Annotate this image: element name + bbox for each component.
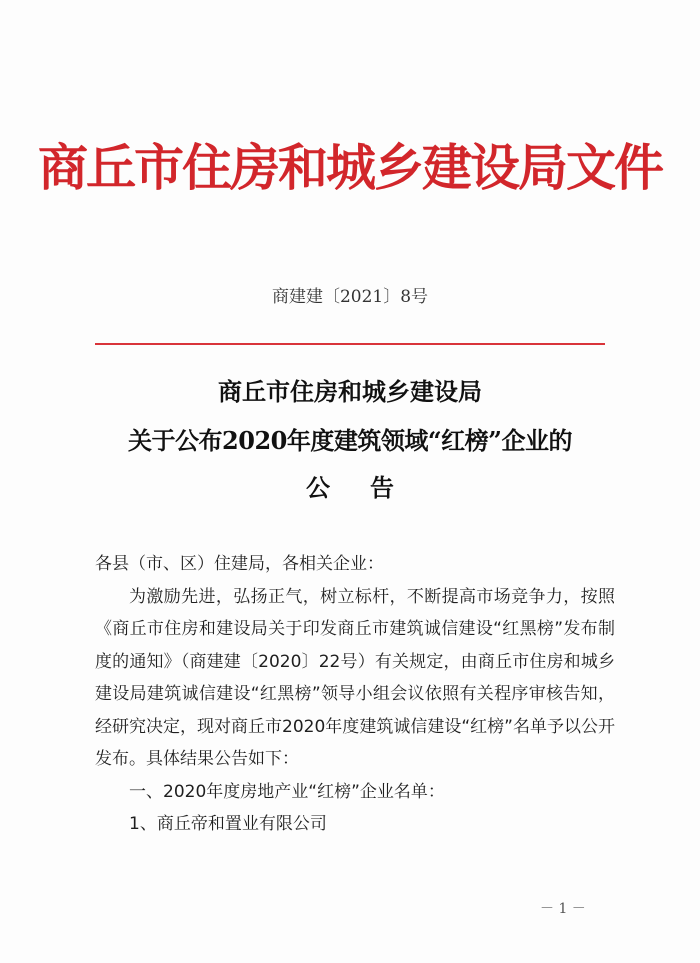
section-heading: 一、2020年度房地产业“红榜”企业名单： — [129, 781, 445, 802]
announcement-body — [95, 548, 615, 841]
agency-masthead: 商丘市住房和城乡建设局文件 — [38, 138, 662, 197]
announcement-title-line-1: 商丘市住房和城乡建设局 — [218, 377, 482, 406]
announcement-title-line-3: 公告 — [306, 473, 434, 502]
red-divider-line — [95, 343, 605, 345]
page-number: － 1 － — [540, 901, 586, 917]
announcement-title-line-2: 关于公布2020年度建筑领域“红榜”企业的 — [128, 426, 572, 455]
main-paragraph: 为激励先进，弘扬正气，树立标杆，不断提高市场竞争力，按照《商丘市住房和建设局关于印发商丘市建筑诚信建设“红黑榜”发布制度的通知》（商建建〔2020〕22号）有关规定，由商丘市住房和城乡建设局建筑诚信建设“红黑榜”领导小组会议依照有关程序审核告知，经研究决定，现对商丘市2020年度建筑诚信建设“红榜”名单予以公开发布。具体结果公告如下： — [95, 586, 615, 769]
salutation: 各县（市、区）住建局，各相关企业： — [95, 554, 384, 574]
list-item: 1、商丘帝和置业有限公司 — [129, 814, 327, 834]
document-number: 商建建〔2021〕8号 — [271, 287, 429, 307]
